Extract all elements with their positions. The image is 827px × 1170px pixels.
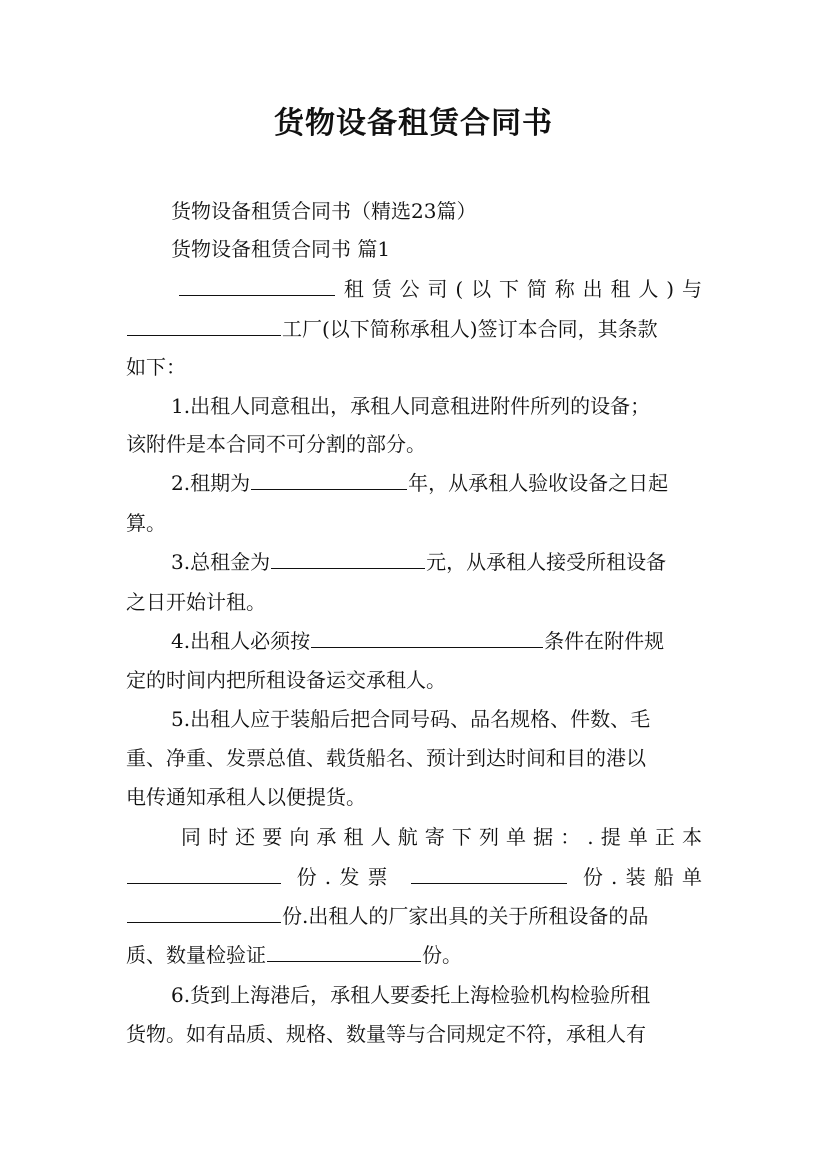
fill-blank	[411, 859, 567, 884]
clause-1-line-2: 该附件是本合同不可分割的部分。	[126, 432, 426, 456]
documents-text-b: 份.装船单	[582, 865, 703, 889]
fill-blank	[127, 859, 281, 884]
clause-2-line-1	[171, 464, 747, 502]
clause-6-line-2: 货物。如有品质、规格、数量等与合同规定不符，承租人有	[126, 1022, 646, 1046]
clause-2-line-2: 算。	[126, 511, 166, 535]
clause-5-line-1: 5.出租人应于装船后把合同号码、品名规格、件数、毛	[171, 707, 651, 731]
clause-3-text-a: 3.总租金为	[171, 550, 271, 574]
clause-3-line-2: 之日开始计租。	[126, 590, 266, 614]
document-title: 货物设备租赁合同书	[274, 106, 553, 141]
documents-text-c: 份.出租人的厂家出具的关于所租设备的品	[282, 904, 649, 928]
documents-line-1: 同时还要向承租人航寄下列单据：.提单正本	[181, 825, 702, 849]
fill-blank	[267, 937, 421, 962]
clause-2-text-b: 年，从承租人验收设备之日起	[408, 471, 669, 495]
fill-blank	[311, 623, 543, 648]
preamble-line-1	[178, 270, 702, 308]
clause-1-line-1: 1.出租人同意租出，承租人同意租进附件所列的设备；	[171, 394, 651, 418]
clause-2-text-a: 2.租期为	[171, 471, 251, 495]
subtitle: 货物设备租赁合同书（精选23篇）	[171, 199, 477, 223]
fill-blank	[127, 311, 281, 336]
preamble-text-2: 工厂(以下简称承租人)签订本合同，其条款	[282, 317, 658, 341]
fill-blank	[127, 898, 281, 923]
documents-text-e: 份。	[422, 943, 462, 967]
clause-4-line-1	[171, 622, 747, 660]
documents-line-2	[126, 858, 702, 896]
documents-text-a: 份.发票	[296, 865, 396, 889]
clause-5-line-3: 电传通知承租人以便提货。	[126, 785, 366, 809]
fill-blank	[179, 271, 335, 296]
preamble-text-1: 租赁公司(以下简称出租人)与	[336, 277, 702, 301]
clause-4-text-b: 条件在附件规	[544, 629, 665, 653]
clause-6-line-1: 6.货到上海港后，承租人要委托上海检验机构检验所租	[171, 983, 651, 1007]
documents-text-d: 质、数量检验证	[126, 943, 266, 967]
clause-4-text-a: 4.出租人必须按	[171, 629, 311, 653]
fill-blank	[271, 544, 425, 569]
documents-line-4	[126, 936, 702, 974]
documents-line-3	[126, 897, 702, 935]
preamble-line-3: 如下：	[126, 355, 186, 379]
section-heading: 货物设备租赁合同书 篇1	[171, 237, 391, 261]
clause-3-line-1	[171, 543, 747, 581]
clause-3-text-b: 元，从承租人接受所租设备	[426, 550, 667, 574]
fill-blank	[251, 465, 407, 490]
clause-5-line-2: 重、净重、发票总值、载货船名、预计到达时间和目的港以	[126, 746, 646, 770]
preamble-line-2	[126, 310, 702, 348]
clause-4-line-2: 定的时间内把所租设备运交承租人。	[126, 668, 446, 692]
